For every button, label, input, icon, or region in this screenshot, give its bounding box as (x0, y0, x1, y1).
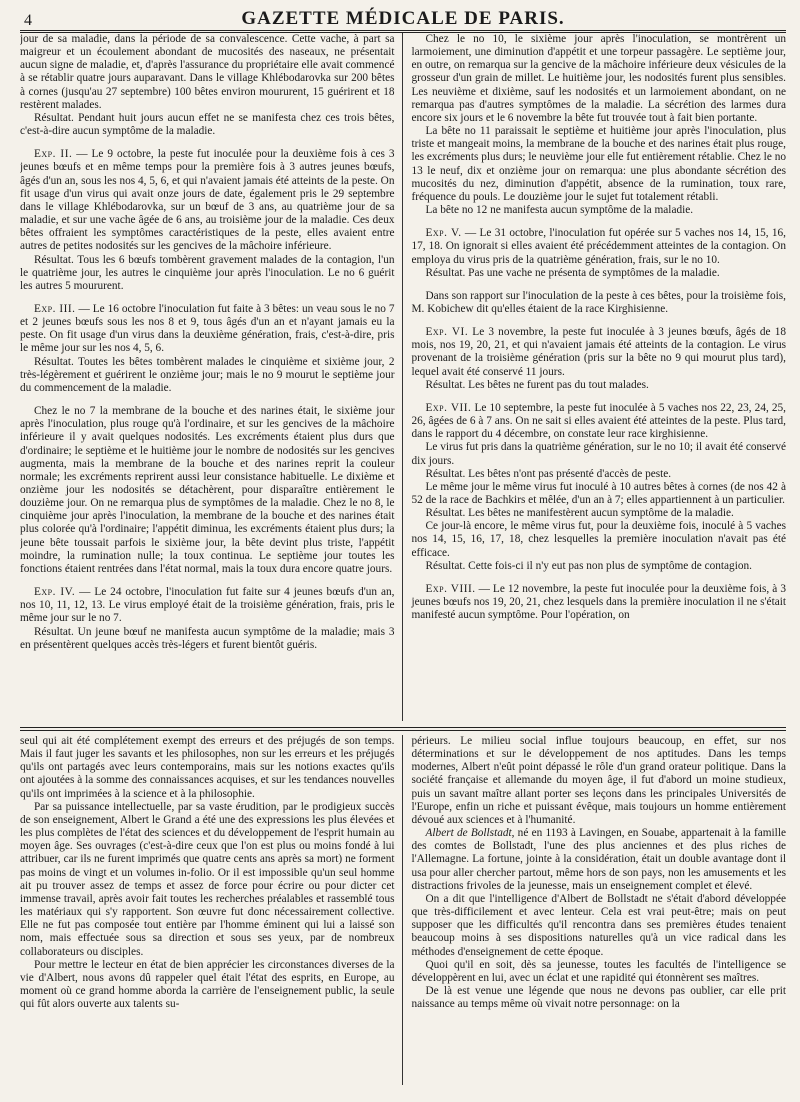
paragraph-text: La bête no 11 paraissait le septième et huitième jour après l'inoculation, plus triste et mangeait moins, la membrane de la bouche et des narines était plus rouge, les excréments plus durs; le neuvième jour elle fut entièrement rétablie. Chez le no 13 le neuf, dix et onzième jour on remarqua: une plus abondante sécrétion des mucosités du nez, diminution d'appétit, absence de la rumination, toux rare, fréquence du pouls. Le douzième jour le sujet fut totalement rétabli. (411, 125, 786, 203)
paragraph (412, 227, 787, 266)
paragraph (412, 520, 787, 559)
bottom-section (20, 735, 786, 1085)
paragraph-text: Quoi qu'il en soit, dès sa jeunesse, toutes les facultés de l'intelligence se développèrent en lui, avec un éclat et une rapidité qui étonnèrent ses maîtres. (411, 958, 786, 984)
paragraph-text: seul qui ait été complétement exempt des erreurs et des préjugés de son temps. Mais il faut juger les savants et les philosophes, non sur les erreurs et les préjugés qu'ils ont partagés avec leurs contemporains, mais sur les notions exactes qu'ils ont ajoutées à la somme des connaissances acquises, et sur les tendances nouvelles qu'ils ont imprimées à la science et à la philosophie. (20, 735, 395, 800)
paragraph-text: — Le 9 octobre, la peste fut inoculée pour la deuxième fois à ces 3 jeunes bœufs et en même temps pour la première fois à 3 autres jeunes bœufs, âgés d'un an, sous les nos 4, 5, 6, et qui n'avaient jamais été atteints de la peste. On fit usage d'un virus qui avait onze jours de date, également pris le 29 septembre dans le village Khlébodarovka, sur un bœuf de 3 ans, au quatrième jour de sa maladie, et sur une vache âgée de 6 ans, au troisième jour de la maladie. Ces deux bêtes offraient les symptômes caractéristiques de la peste, elles avaient entre autres de petites nodosités sur les gencives de la mâchoire inférieure. (20, 148, 395, 253)
paragraph-text: Résultat. Cette fois-ci il n'y eut pas non plus de symptôme de contagion. (425, 559, 752, 572)
paragraph-text: Le 3 novembre, la peste fut inoculée à 3 jeunes bœufs, âgés de 18 mois, nos 19, 20, 21, et qui n'avaient jamais été atteints de la contagion. Le virus provenant de la troisième génération (pris sur la bête no 9 qui mourut plus tard), lequel avait été conservé 11 jours. (411, 326, 786, 378)
paragraph (20, 148, 395, 253)
paragraph-text: Le virus fut pris dans la quatrième génération, sur le no 10; il avait été conservé dix jours. (411, 441, 786, 467)
paragraph-text: Le même jour le même virus fut inoculé à 10 autres bêtes à cornes (de nos 42 à 52 de la race de Bachkirs et mêlée, d'un an à 7; elles appartiennent à un particulier. (411, 480, 786, 506)
running-title: GAZETTE MÉDICALE DE PARIS. (241, 8, 565, 29)
paragraph (412, 33, 787, 125)
top-left-column (20, 33, 403, 721)
paragraph-text: Résultat. Les bêtes ne manifestèrent aucun symptôme de la maladie. (425, 507, 734, 520)
paragraph-text: Ce jour-là encore, le même virus fut, pour la deuxième fois, inoculé à 5 vaches nos 14, 15, 16, 17, 18, chez lesquelles la première inoculation n'avait pas été efficace. (411, 520, 786, 559)
paragraph (412, 735, 787, 827)
paragraph-text: Résultat. Pendant huit jours aucun effet ne se manifesta chez ces trois bêtes, c'est-à-dire aucun symptôme de la maladie. (20, 111, 395, 138)
paragraph-text: Résultat. Un jeune bœuf ne manifesta aucun symptôme de la maladie; mais 3 en présentèrent quelques accès très-légers et furent bientôt guéris. (20, 625, 395, 651)
paragraph-text: La bête no 12 ne manifesta aucun symptôme de la maladie. (425, 204, 694, 217)
paragraph (20, 254, 395, 293)
paragraph (412, 468, 787, 481)
paragraph-text: Résultat. Les bêtes n'ont pas présenté d'accès de peste. (425, 467, 672, 480)
paragraph (20, 586, 395, 625)
experiment-label: Exp. VII. (425, 401, 472, 414)
experiment-label: Exp. II. (34, 148, 73, 161)
paragraph (412, 560, 787, 573)
paragraph-text: On a dit que l'intelligence d'Albert de Bollstadt ne s'était d'abord développée que très-difficilement et avec lenteur. Cela est vrai peut-être; mais on peut supposer que les difficultés qu'il rencontra dans ses premières études tenaient beaucoup moins à ses dispositions naturelles qu'à un vice radical dans les méthodes d'enseignement de cette époque. (411, 892, 786, 958)
paragraph (412, 507, 787, 520)
paragraph-text: Résultat. Les bêtes ne furent pas du tout malades. (425, 378, 649, 391)
paragraph (20, 626, 395, 652)
paragraph (20, 112, 395, 138)
paragraph (412, 481, 787, 507)
paragraph (412, 204, 787, 217)
top-right-column (403, 33, 787, 721)
paragraph-text: — Le 16 octobre l'inoculation fut faite à 3 bêtes: un veau sous le no 7 et 2 jeunes bœufs sous les nos 8 et 9, tous âgés d'un an et n'ayant jamais eu la peste. On fit usage d'un virus dans la deuxième génération, frais, c'est-à-dire, pris le même jour sur les nos 4, 5, 6. (20, 302, 395, 355)
paragraph-text: , né en 1193 à Lavingen, en Souabe, appartenait à la famille des comtes de Bollstadt, l'une des plus anciennes et des plus riches de l'Allemagne. La fortune, jointe à la considération, était un double avantage dont il usa pour aller chercher partout, même hors de son pays, non les amusements et les distractions frivoles de la jeunesse, mais un enseignement complet et élevé. (411, 827, 786, 892)
paragraph (412, 125, 787, 204)
paragraph-text: périeurs. Le milieu social influe toujours beaucoup, en effet, sur nos déterminations et sur le développement de nos aptitudes. Dans les temps modernes, Albert n'eût point dépassé le rôle d'un grand orateur politique. Dans la société française et allemande du moyen âge, il fut d'abord un moine studieux, puis un savant maître allant porter ses leçons dans les principales Universités de l'Europe, enfin un riche et puissant évêque, mais toujours un homme entièrement dévoué aux sciences et à l'humanité. (411, 735, 786, 826)
paragraph-text: Par sa puissance intellectuelle, par sa vaste érudition, par le prodigieux succès de son enseignement, Albert le Grand a été une des expressions les plus élevées et les plus complètes de l'état des sciences et du développement de l'esprit humain au moyen âge. Ses ouvrages (c'est-à-dire ceux que l'on est plus ou moins fondé à lui attribuer, car ils ne furent imprimés que quatre cents ans après sa mort) ne forment pas moins de vingt et un volumes in-folio. Or il est impossible qu'un seul homme ait pu trouver assez de temps et assez de force pour écrire ou pour dicter cet immense travail, après avoir fait toutes les recherches préalables et rassemblé tous les matériaux qui s'y rapportent. Son œuvre fut donc nécessairement collective. Elle ne fut pas composée tout entière par l'homme éminent qui lui a laissé son nom, mais effectuée sous sa direction et sous ses yeux, par de nombreux collaborateurs ou disciples. (20, 800, 395, 958)
paragraph (20, 33, 395, 112)
paragraph (20, 959, 395, 1012)
paragraph-text: — Le 31 octobre, l'inoculation fut opérée sur 5 vaches nos 14, 15, 16, 17, 18. On ignorait si elles avaient été précédemment atteintes de la contagion. On employa du virus pris de la quatrième génération, frais, sur le no 10. (411, 227, 786, 266)
paragraph (20, 735, 395, 801)
paragraph (412, 267, 787, 280)
paragraph (412, 827, 787, 893)
paragraph-text: jour de sa maladie, dans la période de sa convalescence. Cette vache, à part sa maigreur et un écoulement abondant de mucosités des naseaux, ne présentait aucun signe de maladie, et, d'après l'assurance du propriétaire elle avait commencé à se rétablir quatre jours auparavant. Dans le village Khlébodarovka sur 200 bêtes à cornes (jusqu'au 27 septembre) 100 bêtes environ moururent, 15 guérirent et 18 restèrent malades. (20, 33, 395, 111)
paragraph-text: — Le 12 novembre, la peste fut inoculée pour la deuxième fois, à 3 jeunes bœufs nos 19, 20, 21, chez lesquels dans la première inoculation il ne s'était manifesté aucun symptôme. Pour l'opération, on (411, 582, 786, 622)
paragraph-text: Pour mettre le lecteur en état de bien apprécier les circonstances diverses de la vie d'Albert, nous avons dû rappeler quel était l'état des esprits, en Europe, au moment où ce grand homme aborda la carrière de l'enseignement public, la seule qui fût alors ouverte aux talents su- (20, 958, 395, 1011)
paragraph (412, 379, 787, 392)
bottom-right-column (403, 735, 787, 1085)
paragraph (20, 801, 395, 959)
experiment-label: Exp. VIII. (425, 582, 476, 595)
page-header (20, 0, 786, 30)
paragraph (412, 402, 787, 441)
top-section (20, 33, 786, 721)
paragraph (20, 356, 395, 395)
paragraph (412, 290, 787, 316)
paragraph-text: Chez le no 7 la membrane de la bouche et des narines était, le sixième jour après l'inoculation, plus rouge qu'à l'ordinaire, et sur les gencives de la mâchoire inférieure il y avait quelques nodosités. Les excréments étaient plus durs que d'ordinaire; le septième et le huitième jour le nombre de nodosités sur les gencives augmenta, mais la membrane de la bouche et des narines reprit la couleur normale; les excréments reprirent aussi leur consistance habituelle. Le dixième et onzième jour les nodosités se détachèrent, pour disparaître entièrement le douzième jour. On ne remarqua plus de symptômes de la maladie. Chez le no 8, le cinquième jour après l'inoculation, la membrane de la bouche et des narines était plus colorée qu'à l'ordinaire; l'appétit diminua, les excréments étaient plus durs; la jeune bête toussait parfois le sixième jour, la bête devint plus triste, l'appétit moindre, la rumination nulle; la toux continua. Le septième jour toutes les fonctions étaient rentrées dans l'état normal, mais la toux dura encore quatre jours. (20, 405, 395, 575)
paragraph (412, 326, 787, 379)
italic-name: Albert de Bollstadt (425, 827, 512, 840)
paragraph-text: De là est venue une légende que nous ne devons pas oublier, car elle prit naissance au temps même où vivait notre personnage: on la (411, 984, 786, 1011)
bottom-left-column (20, 735, 403, 1085)
page-number: 4 (24, 12, 32, 29)
paragraph-text: Résultat. Toutes les bêtes tombèrent malades le cinquième et sixième jour, 2 très-légèrement et guérirent le onzième jour; mais le no 9 mourut le septième jour du commencement de la maladie. (20, 355, 395, 394)
paragraph (412, 959, 787, 985)
experiment-label: Exp. IV. (34, 586, 76, 599)
paragraph-text: Le 10 septembre, la peste fut inoculée à 5 vaches nos 22, 23, 24, 25, 26, âgées de 6 à 7 ans. On ne sait si elles avaient été atteintes de la peste. Plus tard, dans le rapport du 4 décembre, on constate leur race kirghisienne. (411, 401, 786, 441)
paragraph-text: Résultat. Pas une vache ne présenta de symptômes de la maladie. (425, 266, 720, 279)
paragraph (412, 893, 787, 959)
paragraph-text: — Le 24 octobre, l'inoculation fut faite sur 4 jeunes bœufs d'un an, nos 10, 11, 12, 13. Le virus employé était de la troisième génération, frais, pris le même jour sur le no 7. (20, 586, 395, 625)
experiment-label: Exp. V. (425, 227, 462, 240)
paragraph-text: Chez le no 10, le sixième jour après l'inoculation, se montrèrent un larmoiement, une diminution d'appétit et une torpeur passagère. Le septième jour, en outre, on remarqua sur la gencive de la mâchoire inférieure deux vésicules de la grosseur d'un grain de millet. Le huitième jour, les nodosités furent plus sensibles. Les neuvième et dixième, sauf les nodosités et un larmoiement abondant, on ne remarqua pas d'autres symptômes de la maladie. La sécrétion des larmes dura encore six jours et le 6 novembre la bête fut trouvée tout à fait bien portante. (411, 33, 786, 124)
paragraph (20, 303, 395, 356)
experiment-label: Exp. III. (34, 302, 76, 315)
paragraph (20, 405, 395, 576)
experiment-label: Exp. VI. (425, 326, 469, 339)
section-divider (20, 727, 786, 731)
paragraph-text: Résultat. Tous les 6 bœufs tombèrent gravement malades de la contagion, l'un le quatrième jour, les autres le cinquième jour après l'inoculation. Le no 6 guérit les autres 5 moururent. (20, 253, 395, 292)
paragraph (412, 583, 787, 622)
paragraph (412, 441, 787, 467)
paragraph-text: Dans son rapport sur l'inoculation de la peste à ces bêtes, pour la troisième fois, M. Kobichew dit qu'elles étaient de la race Kirghisienne. (411, 289, 786, 315)
paragraph (412, 985, 787, 1011)
